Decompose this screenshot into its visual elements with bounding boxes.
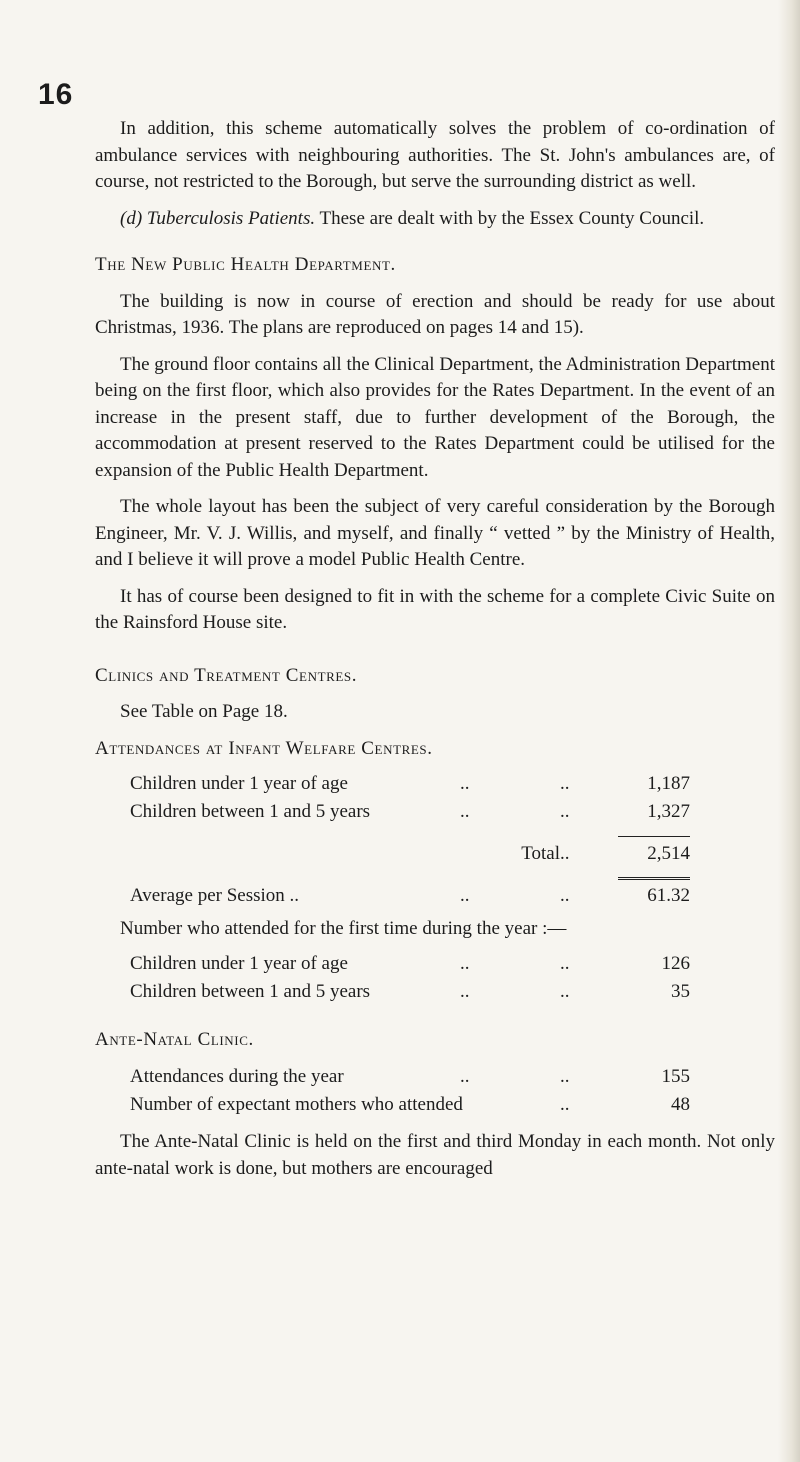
row-value: 48	[671, 1093, 690, 1115]
heading-clinics: Clinics and Treatment Centres.	[95, 664, 358, 686]
leader-dots: ..	[460, 800, 470, 822]
row-label: Children between 1 and 5 years	[130, 800, 371, 822]
leader-dots: ..	[460, 981, 470, 1003]
average-value: 61.32	[647, 884, 690, 906]
leader-dots: ..	[460, 953, 470, 975]
total-row	[130, 840, 690, 868]
heading-ante-natal: Ante-Natal Clinic.	[95, 1028, 254, 1050]
leader-dots: ..	[560, 1065, 570, 1087]
row-label: Children under 1 year of age	[130, 953, 348, 975]
total-label: Total	[521, 842, 560, 864]
row-value: 126	[661, 953, 690, 975]
leader-dots: ..	[289, 884, 300, 906]
page-number: 16	[38, 78, 74, 111]
first-time-table	[130, 951, 690, 1007]
row-value: 1,187	[647, 772, 690, 794]
rule-row	[130, 868, 690, 882]
average-row	[130, 882, 690, 910]
paragraph-ambulance: In addition, this scheme automatically solves the problem of co-ordination of ambulance services with neighbouring authorities. The St. John's ambulances are, of course, not restricted to the Borough, but serve the surrounding district as well.	[95, 118, 775, 192]
row-label: Children under 1 year of age	[130, 772, 348, 794]
ante-natal-table	[130, 1063, 690, 1119]
total-value: 2,514	[647, 842, 690, 864]
row-label: Number of expectant mothers who attended	[130, 1093, 463, 1115]
page-edge-shadow	[778, 0, 800, 1462]
leader-dots: ..	[560, 800, 570, 822]
sum-rule	[618, 836, 690, 837]
table-row	[130, 951, 690, 979]
tuberculosis-text: These are dealt with by the Essex County Council.	[319, 207, 705, 229]
paragraph-building: The building is now in course of erection and should be ready for use about Christmas, 1936. The plans are reproduced on pages 14 and 15).	[95, 290, 775, 338]
leader-dots: ..	[560, 981, 570, 1003]
total-double-rule	[618, 877, 690, 880]
paragraph-civic-suite: It has of course been designed to fit in with the scheme for a complete Civic Suite on the Rainsford House site.	[95, 585, 775, 633]
table-row	[130, 1063, 690, 1091]
rule-row	[130, 826, 690, 840]
row-value: 35	[671, 981, 690, 1003]
tuberculosis-label: (d) Tuberculosis Patients.	[120, 207, 316, 229]
row-label: Children between 1 and 5 years	[130, 981, 371, 1003]
leader-dots: ..	[560, 772, 570, 794]
leader-dots: ..	[560, 953, 570, 975]
table-row	[130, 770, 690, 798]
paragraph-layout: The whole layout has been the subject of very careful consideration by the Borough Engineer, Mr. V. J. Willis, and myself, and finally “ vetted ” by the Ministry of Health, and I believe it will prove a model Public Health Centre.	[95, 496, 775, 570]
paragraph-tuberculosis	[95, 206, 775, 233]
heading-infant-welfare: Attendances at Infant Welfare Centres.	[95, 737, 433, 759]
leader-dots: ..	[460, 884, 470, 906]
paragraph-ground-floor: The ground floor contains all the Clinical Department, the Administration Department being on the first floor, which also provides for the Rates Department. In the event of an increase in the present staff, due to further development of the Borough, the accommodation at present reserved to the Rates Department could be utilised for the expansion of the Public Health Department.	[95, 353, 775, 481]
leader-dots: ..	[560, 884, 570, 906]
first-time-intro: Number who attended for the first time during the year :—	[120, 918, 567, 939]
leader-dots: ..	[560, 842, 570, 864]
table-row	[130, 798, 690, 826]
row-value: 1,327	[647, 800, 690, 822]
leader-dots: ..	[460, 772, 470, 794]
leader-dots: ..	[460, 1065, 470, 1087]
average-label-text: Average per Session	[130, 884, 285, 906]
table-row	[130, 979, 690, 1007]
row-label: Attendances during the year	[130, 1065, 344, 1087]
average-label	[130, 882, 460, 910]
paragraph-ante-natal-closing: The Ante-Natal Clinic is held on the first and third Monday in each month. Not only ante-natal work is done, but mothers are encouraged	[95, 1131, 775, 1179]
table-row	[130, 1091, 690, 1119]
heading-health-department: The New Public Health Department.	[95, 254, 396, 275]
see-table-note: See Table on Page 18.	[120, 701, 288, 722]
leader-dots: ..	[560, 1093, 570, 1115]
infant-attendance-table	[130, 770, 690, 910]
page-content	[95, 116, 775, 1182]
row-value: 155	[661, 1065, 690, 1087]
